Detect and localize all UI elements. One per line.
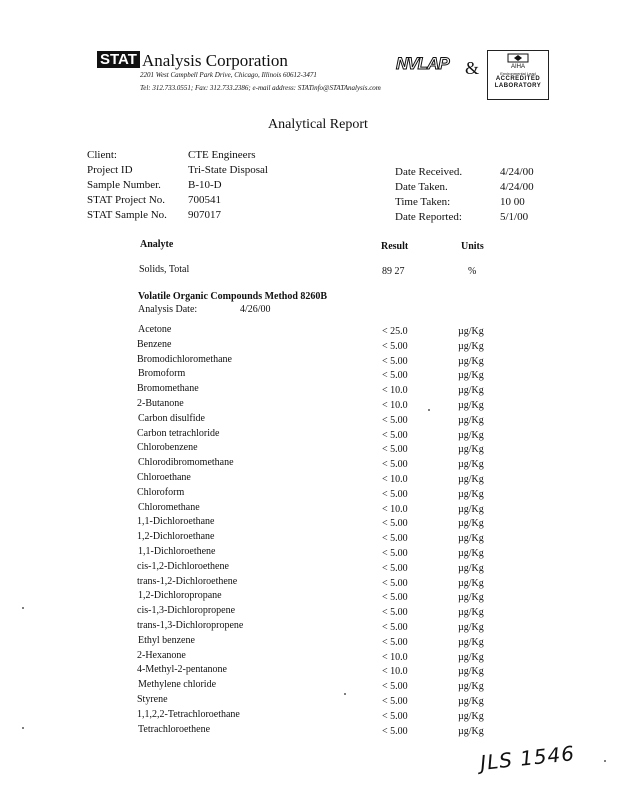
- stat-sample-value: 907017: [188, 209, 221, 221]
- voc-row-units: µg/Kg: [458, 533, 484, 544]
- sample-number-value: B-10-D: [188, 179, 222, 191]
- time-taken-label: Time Taken:: [395, 196, 451, 208]
- project-id-value: Tri-State Disposal: [188, 164, 268, 176]
- voc-row-result: < 10.0: [382, 474, 408, 485]
- voc-row-analyte: 1,1-Dichloroethene: [138, 546, 216, 557]
- voc-row-analyte: 1,2-Dichloropropane: [138, 590, 222, 601]
- scan-speck: [428, 409, 430, 411]
- voc-row-units: µg/Kg: [458, 578, 484, 589]
- scan-speck: [344, 693, 346, 695]
- voc-row-units: µg/Kg: [458, 548, 484, 559]
- scan-speck: [22, 607, 24, 609]
- report-title: Analytical Report: [268, 117, 368, 132]
- voc-row-result: < 5.00: [382, 489, 408, 500]
- handwritten-initials: JLS 1546: [479, 741, 576, 775]
- time-taken-value: 10 00: [500, 196, 525, 208]
- voc-row-result: < 5.00: [382, 356, 408, 367]
- voc-row-analyte: Chlorobenzene: [137, 442, 198, 453]
- seal-line-2: Environmental Lead: [500, 71, 536, 76]
- voc-row-result: < 5.00: [382, 415, 408, 426]
- client-label: Client:: [87, 149, 117, 161]
- voc-row-units: µg/Kg: [458, 430, 484, 441]
- diamond-icon: [507, 53, 529, 63]
- stat-sample-label: STAT Sample No.: [87, 209, 167, 221]
- voc-row-units: µg/Kg: [458, 356, 484, 367]
- voc-row-units: µg/Kg: [458, 666, 484, 677]
- voc-row-units: µg/Kg: [458, 563, 484, 574]
- voc-row-units: µg/Kg: [458, 459, 484, 470]
- solids-analyte: Solids, Total: [139, 264, 190, 275]
- voc-row-analyte: Chloroethane: [137, 472, 191, 483]
- stat-project-label: STAT Project No.: [87, 194, 166, 206]
- voc-row-analyte: trans-1,2-Dichloroethene: [137, 576, 238, 587]
- voc-row-result: < 10.0: [382, 666, 408, 677]
- voc-row-units: µg/Kg: [458, 726, 484, 737]
- voc-row-units: µg/Kg: [458, 341, 484, 352]
- client-value: CTE Engineers: [188, 149, 256, 161]
- company-logo: STAT: [97, 51, 140, 68]
- voc-row-analyte: Bromodichloromethane: [137, 354, 232, 365]
- voc-row-units: µg/Kg: [458, 681, 484, 692]
- date-taken-label: Date Taken.: [395, 181, 448, 193]
- voc-row-result: < 25.0: [382, 326, 408, 337]
- voc-row-result: < 10.0: [382, 400, 408, 411]
- voc-row-result: < 5.00: [382, 622, 408, 633]
- solids-result: 89 27: [382, 266, 405, 277]
- voc-row-units: µg/Kg: [458, 474, 484, 485]
- voc-row-analyte: Chlorodibromomethane: [138, 457, 234, 468]
- voc-row-result: < 5.00: [382, 726, 408, 737]
- voc-analysis-date-value: 4/26/00: [240, 304, 271, 315]
- company-contact: Tel: 312.733.0551; Fax: 312.733.2386; e-mail address: STATinfo@STATAnalysis.com: [140, 84, 381, 92]
- seal-line-1: AIHA: [510, 64, 525, 70]
- date-reported-label: Date Reported:: [395, 211, 462, 223]
- voc-row-result: < 5.00: [382, 444, 408, 455]
- voc-analysis-date-label: Analysis Date:: [138, 304, 198, 315]
- voc-row-result: < 5.00: [382, 459, 408, 470]
- voc-row-analyte: Chloroform: [137, 487, 185, 498]
- voc-row-result: < 10.0: [382, 652, 408, 663]
- voc-row-units: µg/Kg: [458, 652, 484, 663]
- stat-project-value: 700541: [188, 194, 221, 206]
- header-analyte: Analyte: [140, 239, 174, 250]
- voc-row-units: µg/Kg: [458, 444, 484, 455]
- voc-row-result: < 5.00: [382, 607, 408, 618]
- date-received-label: Date Received.: [395, 166, 463, 178]
- date-received-value: 4/24/00: [500, 166, 534, 178]
- voc-row-analyte: Methylene chloride: [138, 679, 217, 690]
- voc-row-result: < 5.00: [382, 592, 408, 603]
- voc-row-units: µg/Kg: [458, 696, 484, 707]
- voc-row-units: µg/Kg: [458, 711, 484, 722]
- voc-row-units: µg/Kg: [458, 326, 484, 337]
- header-units: Units: [461, 241, 484, 252]
- voc-row-result: < 5.00: [382, 711, 408, 722]
- voc-row-units: µg/Kg: [458, 592, 484, 603]
- voc-row-analyte: 2-Hexanone: [137, 650, 186, 661]
- scan-speck: [604, 760, 606, 762]
- voc-row-analyte: trans-1,3-Dichloropropene: [137, 620, 244, 631]
- project-id-label: Project ID: [87, 164, 133, 176]
- voc-row-units: µg/Kg: [458, 607, 484, 618]
- voc-row-units: µg/Kg: [458, 489, 484, 500]
- voc-row-units: µg/Kg: [458, 385, 484, 396]
- accreditation-seal: [487, 50, 549, 100]
- voc-row-units: µg/Kg: [458, 504, 484, 515]
- seal-line-4: LABORATORY: [494, 83, 542, 89]
- voc-row-units: µg/Kg: [458, 400, 484, 411]
- voc-row-analyte: 2-Butanone: [137, 398, 184, 409]
- ampersand: &: [465, 58, 480, 78]
- date-reported-value: 5/1/00: [500, 211, 529, 223]
- voc-row-analyte: cis-1,2-Dichloroethene: [137, 561, 229, 572]
- seal-line-3: ACCREDITED: [495, 76, 541, 82]
- voc-row-analyte: Acetone: [138, 324, 172, 335]
- voc-row-result: < 5.00: [382, 563, 408, 574]
- company-name: Analysis Corporation: [142, 51, 288, 70]
- header-result: Result: [381, 241, 409, 252]
- company-address: 2201 West Campbell Park Drive, Chicago, Illinois 60612-3471: [140, 71, 317, 79]
- voc-row-units: µg/Kg: [458, 622, 484, 633]
- voc-row-result: < 5.00: [382, 533, 408, 544]
- voc-row-result: < 10.0: [382, 385, 408, 396]
- sample-number-label: Sample Number.: [87, 179, 161, 191]
- voc-row-result: < 5.00: [382, 430, 408, 441]
- voc-row-result: < 5.00: [382, 548, 408, 559]
- voc-row-units: µg/Kg: [458, 370, 484, 381]
- date-taken-value: 4/24/00: [500, 181, 534, 193]
- voc-row-analyte: 1,1,2,2-Tetrachloroethane: [137, 709, 240, 720]
- solids-units: %: [468, 266, 477, 277]
- voc-row-analyte: 1,1-Dichloroethane: [137, 516, 215, 527]
- voc-row-analyte: 4-Methyl-2-pentanone: [137, 664, 227, 675]
- voc-row-result: < 5.00: [382, 518, 408, 529]
- voc-row-analyte: 1,2-Dichloroethane: [137, 531, 215, 542]
- voc-row-analyte: Styrene: [137, 694, 168, 705]
- voc-row-analyte: cis-1,3-Dichloropropene: [137, 605, 236, 616]
- voc-row-result: < 5.00: [382, 637, 408, 648]
- voc-row-analyte: Bromomethane: [137, 383, 199, 394]
- voc-row-analyte: Tetrachloroethene: [138, 724, 211, 735]
- voc-row-result: < 5.00: [382, 370, 408, 381]
- nvlap-logo: NVLAP: [396, 54, 449, 73]
- voc-row-analyte: Ethyl benzene: [138, 635, 195, 646]
- voc-row-analyte: Bromoform: [138, 368, 186, 379]
- voc-row-units: µg/Kg: [458, 637, 484, 648]
- voc-row-result: < 5.00: [382, 696, 408, 707]
- voc-row-units: µg/Kg: [458, 518, 484, 529]
- voc-row-analyte: Chloromethane: [138, 502, 200, 513]
- voc-row-units: µg/Kg: [458, 415, 484, 426]
- voc-row-analyte: Carbon tetrachloride: [137, 428, 220, 439]
- voc-row-analyte: Benzene: [137, 339, 172, 350]
- scan-speck: [22, 727, 24, 729]
- voc-row-result: < 10.0: [382, 504, 408, 515]
- voc-section-title: Volatile Organic Compounds Method 8260B: [138, 291, 328, 302]
- voc-row-result: < 5.00: [382, 681, 408, 692]
- voc-row-result: < 5.00: [382, 341, 408, 352]
- voc-row-result: < 5.00: [382, 578, 408, 589]
- voc-row-analyte: Carbon disulfide: [138, 413, 205, 424]
